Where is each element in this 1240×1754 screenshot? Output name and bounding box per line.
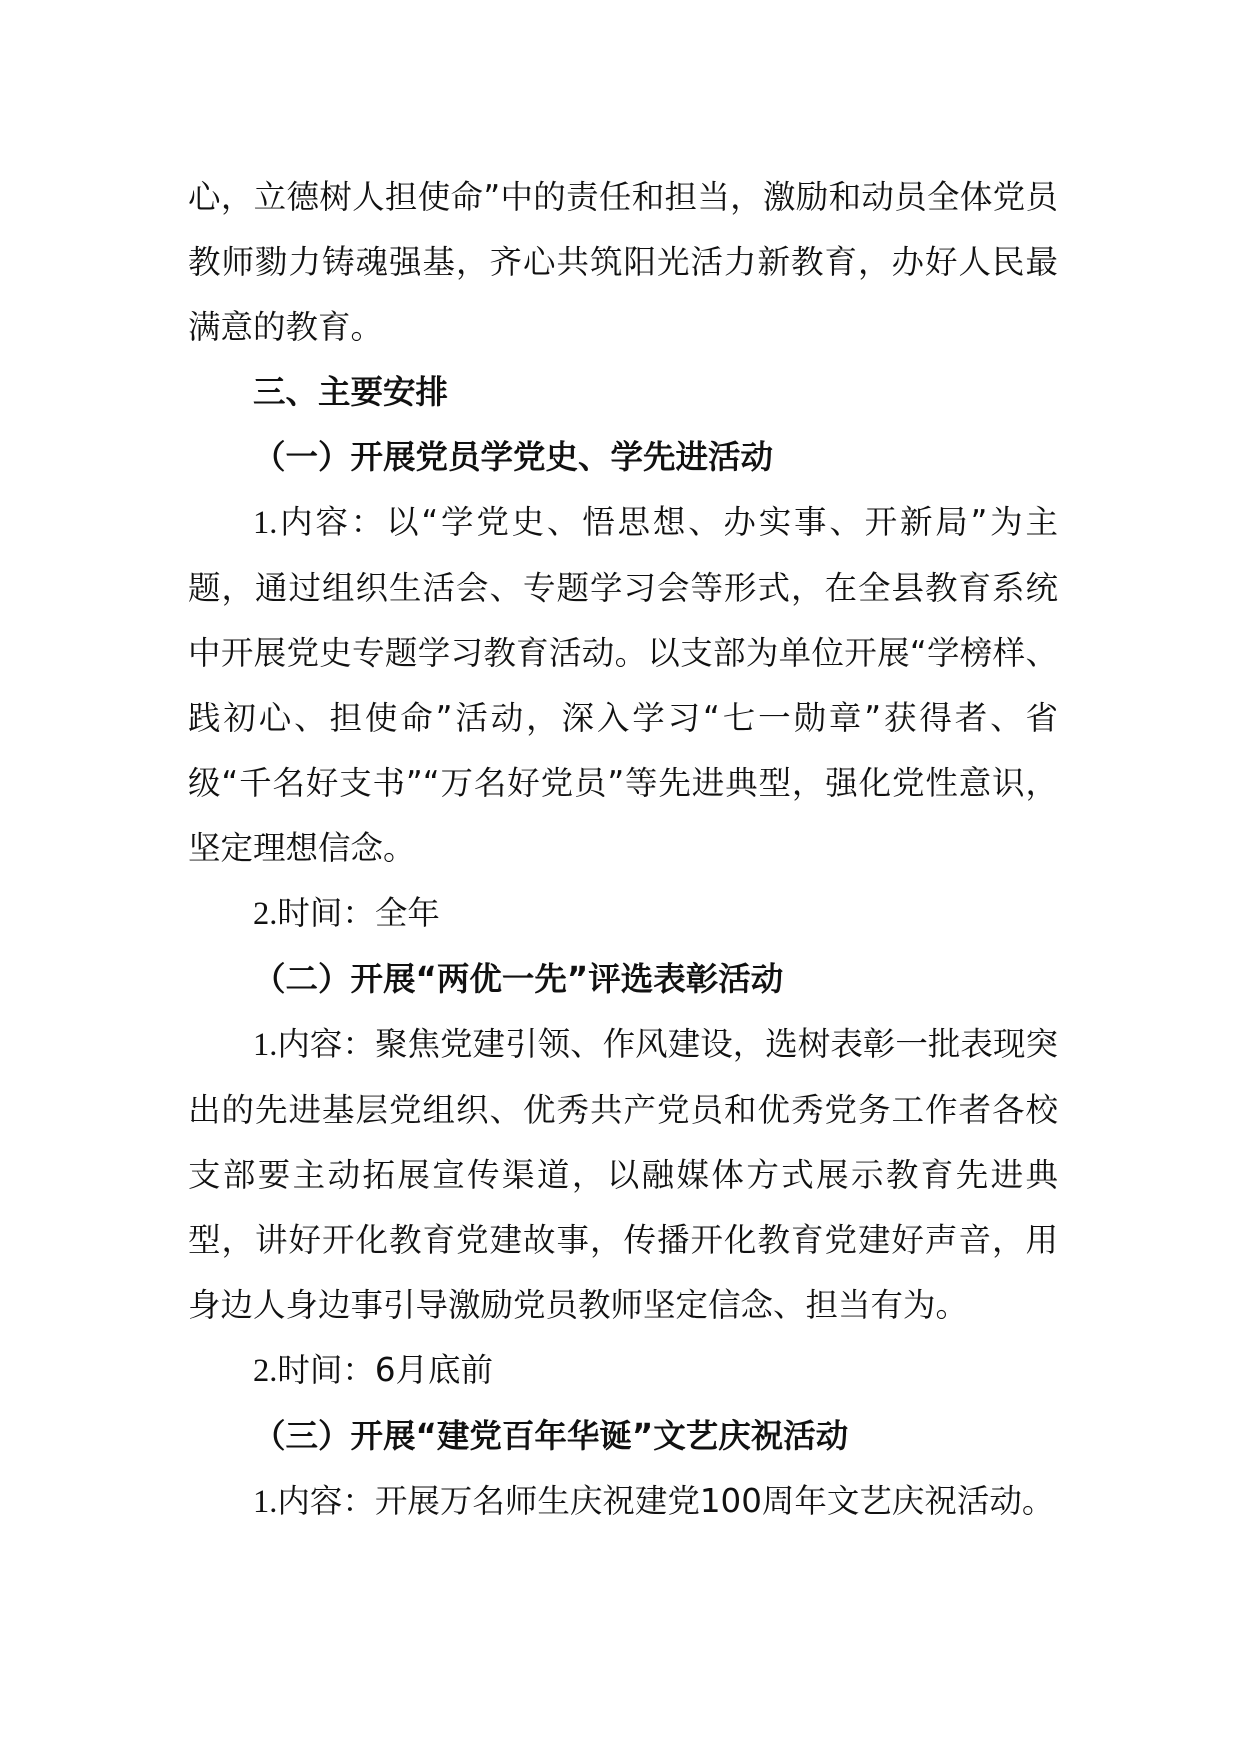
paragraph-text: 内容：聚焦党建引领、作风建设，选树表彰一批表现突出的先进基层党组织、优秀共产党员和优秀党务工作者各校支部要主动拓展宣传渠道，以融媒体方式展示教育先进典型，讲好开化教育党建故事，传播开化教育党建好声音，用身边人身边事引导激励党员教师坚定信念、担当有为。 xyxy=(188,1025,1058,1324)
paragraph-text: 内容：以“学党史、悟思想、办实事、开新局”为主题，通过组织生活会、专题学习会等形式，在全县教育系统中开展党史专题学习教育活动。以支部为单位开展“学榜样、践初心、担使命”活动，深入学习“七一勋章”获得者、省级“千名好支书”“万名好党员”等先进典型，强化党性意识，坚定理想信念。 xyxy=(188,503,1058,867)
item-number: 2. xyxy=(253,1353,278,1389)
item-number: 2. xyxy=(253,896,278,932)
numbered-paragraph-content-3 xyxy=(188,1469,1058,1535)
heading-text: （三）开展“建党百年华诞”文艺庆祝活动 xyxy=(253,1417,849,1455)
paragraph-text: 内容：开展万名师生庆祝建党100周年文艺庆祝活动。 xyxy=(277,1482,1055,1520)
item-number: 1. xyxy=(253,505,278,541)
numbered-paragraph-content-2 xyxy=(188,1012,1058,1338)
paragraph-text: 心，立德树人担使命”中的责任和担当，激励和动员全体党员教师勠力铸魂强基，齐心共筑阳光活力新教育，办好人民最满意的教育。 xyxy=(188,178,1058,346)
section-heading-main-arrangements xyxy=(188,360,1058,425)
paragraph-intro-continuation xyxy=(188,165,1058,360)
numbered-paragraph-content-1 xyxy=(188,490,1058,881)
heading-text: 三、主要安排 xyxy=(253,373,449,411)
subsection-heading-3 xyxy=(188,1404,1058,1469)
subsection-heading-2 xyxy=(188,947,1058,1012)
paragraph-text: 时间：6月底前 xyxy=(277,1351,494,1389)
document-body xyxy=(188,165,1058,1535)
numbered-paragraph-time-2 xyxy=(188,1338,1058,1404)
numbered-paragraph-time-1 xyxy=(188,881,1058,947)
heading-text: （二）开展“两优一先”评选表彰活动 xyxy=(253,960,784,998)
heading-text: （一）开展党员学党史、学先进活动 xyxy=(253,438,774,476)
item-number: 1. xyxy=(253,1484,278,1520)
subsection-heading-1 xyxy=(188,425,1058,490)
item-number: 1. xyxy=(253,1027,278,1063)
paragraph-text: 时间：全年 xyxy=(277,894,440,932)
